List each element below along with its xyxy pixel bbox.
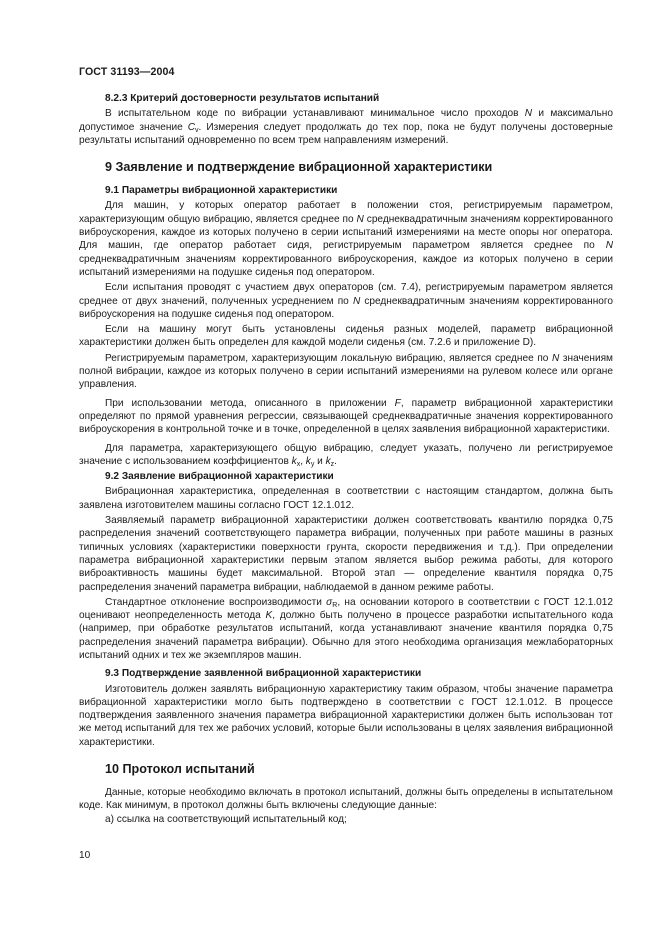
section-9-title: 9 Заявление и подтверждение вибрационной характеристики xyxy=(105,160,493,175)
list-item-a: а) ссылка на соответствующий испытательный код; xyxy=(105,813,347,825)
section-9-3-title: 9.3 Подтверждение заявленной вибрационной характеристики xyxy=(105,668,422,680)
section-9-1-paragraph-2 xyxy=(79,281,613,321)
subscript-x: x xyxy=(296,460,301,468)
section-9-3-paragraph-1: Изготовитель должен заявлять вибрационную характеристику таким образом, чтобы значение параметра вибрационной характеристики могло быть подтверждено в соответствии с ГОСТ 12.1.012. В процессе подтверждения заявленного значения параметра вибрационной характеристики должен быть использован тот же метод испытаний для тех же рабочих условий, которые были использованы в целях заявления вибрационной характеристики. xyxy=(79,683,613,748)
text-run: , параметр вибрационной характеристики определяют по прямой уравнения регрессии, связывающей среднеквадратичные значения корректированного виброускорения в контрольной точке и в точке, определенной в целях заявления вибрационной характеристики. xyxy=(79,397,613,436)
text-run: и максимально допустимое значение xyxy=(79,108,613,133)
section-9-2-paragraph-3 xyxy=(79,596,613,662)
symbol-n: N xyxy=(552,352,560,364)
text-run: При использовании метода, описанного в приложении xyxy=(105,397,395,409)
symbol-k: k xyxy=(325,455,331,467)
text-run: . Измерения следует продолжать до тех пор, пока не будут получены достоверные результаты испытаний одновременно по всем трем направлениям измерений. xyxy=(79,121,613,146)
section-10-paragraph-1: Данные, которые необходимо включать в протокол испытаний, должны быть определены в испытательном коде. Как минимум, в протокол должны быть включены следующие данные: xyxy=(79,787,613,812)
symbol-n: N xyxy=(356,213,364,225)
section-9-2-title: 9.2 Заявление вибрационной характеристики xyxy=(105,471,334,483)
section-10-title: 10 Протокол испытаний xyxy=(105,762,255,777)
section-9-1-paragraph-6 xyxy=(79,442,613,469)
symbol-k: k xyxy=(291,455,297,467)
subscript-v: v xyxy=(195,126,199,134)
symbol-n: N xyxy=(352,295,361,307)
symbol-n: N xyxy=(605,240,613,252)
text-run: значениям полной вибрации, каждое из которых получено в серии испытаний измерениями на рулевом колесе или органе управления. xyxy=(79,352,613,391)
subscript-r: R xyxy=(332,601,338,609)
section-9-1-paragraph-5 xyxy=(79,397,613,437)
text-run: Стандартное отклонение воспроизводимости xyxy=(105,596,327,608)
text-run: Для параметра, характеризующего общую вибрацию, следует указать, получено ли регистрируемое значение с использованием коэффициентов xyxy=(79,442,613,467)
text-run: Если испытания проводят с участием двух операторов (см. 7.4), регистрируемым параметром является среднее от двух значений, полученных усреднением по xyxy=(79,282,613,307)
text-run: Регистрируемым параметром, характеризующим локальную вибрацию, является среднее по xyxy=(105,352,553,364)
section-9-1-paragraph-1 xyxy=(79,199,613,279)
symbol-k: k xyxy=(305,455,311,467)
text-run: , должно быть получено в процессе разработки испытательного кода (например, при обработке результатов испытаний, когда устанавливают значение квантиля порядка 0,75 распределения значений параметра вибрации). Обычно для этого необходима организация межлабораторных испытаний одних и тех же экземпляров машин. xyxy=(79,610,613,661)
text-run: Для машин, у которых оператор работает в положении стоя, регистрируемым параметром, характеризующим общую вибрацию, является среднее по xyxy=(79,200,613,225)
document-header: ГОСТ 31193—2004 xyxy=(79,66,175,78)
section-9-2-paragraph-1: Вибрационная характеристика, определенная в соответствии с настоящим стандартом, должна быть заявлена изготовителем машины согласно ГОСТ 12.1.012. xyxy=(79,486,613,511)
symbol-k-upper: K xyxy=(265,610,273,622)
section-9-1-paragraph-3: Если на машину могут быть установлены сиденья разных моделей, параметр вибрационной характеристики должен быть определен для каждой модели сиденья (см. 7.2.6 и приложение D). xyxy=(79,324,613,349)
text-run: , xyxy=(300,455,306,467)
page-number: 10 xyxy=(79,850,91,861)
text-run: среднеквадратичным значениям корректированного виброускорения, каждое из которых получено в серии испытаний измерениями на подушке сиденья под оператором. xyxy=(79,253,613,278)
section-9-1-paragraph-4 xyxy=(79,352,613,392)
section-9-2-paragraph-2: Заявляемый параметр вибрационной характеристики должен соответствовать квантилю порядка 0,75 распределения значений соответствующего параметра вибрации, полученных при работе машины в разных типичных условиях (характеристики поверхности грунта, скорости передвижения и т.д.). При определении параметра вибрационной характеристики первым этапом является выбор режима работы, для которого виброактивность машины будет максимальной. Второй этап — определение квантиля порядка 0,75 распределения значений параметра вибрации, наблюдаемой в данном режиме работы. xyxy=(79,515,613,593)
text-run: В испытательном коде по вибрации устанавливают минимальное число проходов xyxy=(105,108,525,120)
document-body xyxy=(79,92,613,826)
text-run: . xyxy=(334,455,337,467)
text-run: и xyxy=(314,455,326,467)
section-8-2-3-paragraph xyxy=(79,107,613,147)
text-run: среднеквадратичным значениям корректированного виброускорения, каждое из которых получено в серии испытаний измерениями на месте опоры ног оператора. Для машин, где оператор работает сидя, регистрируемым параметром является среднее по xyxy=(79,213,613,252)
symbol-n: N xyxy=(524,108,533,120)
subscript-z: z xyxy=(330,460,335,468)
subscript-y: y xyxy=(310,460,315,468)
section-8-2-3-title: 8.2.3 Критерий достоверности результатов испытаний xyxy=(105,93,380,104)
symbol-f: F xyxy=(394,397,401,409)
symbol-c: C xyxy=(187,121,196,133)
symbol-sigma: σ xyxy=(326,596,333,608)
text-run: , на основании которого в соответствии с ГОСТ 12.1.012 оценивают неопределенность метода xyxy=(79,596,614,622)
text-run: среднеквадратичным значениям корректированного виброускорения на подушке сиденья под оператором. xyxy=(79,295,613,320)
section-9-1-title: 9.1 Параметры вибрационной характеристики xyxy=(105,185,338,197)
